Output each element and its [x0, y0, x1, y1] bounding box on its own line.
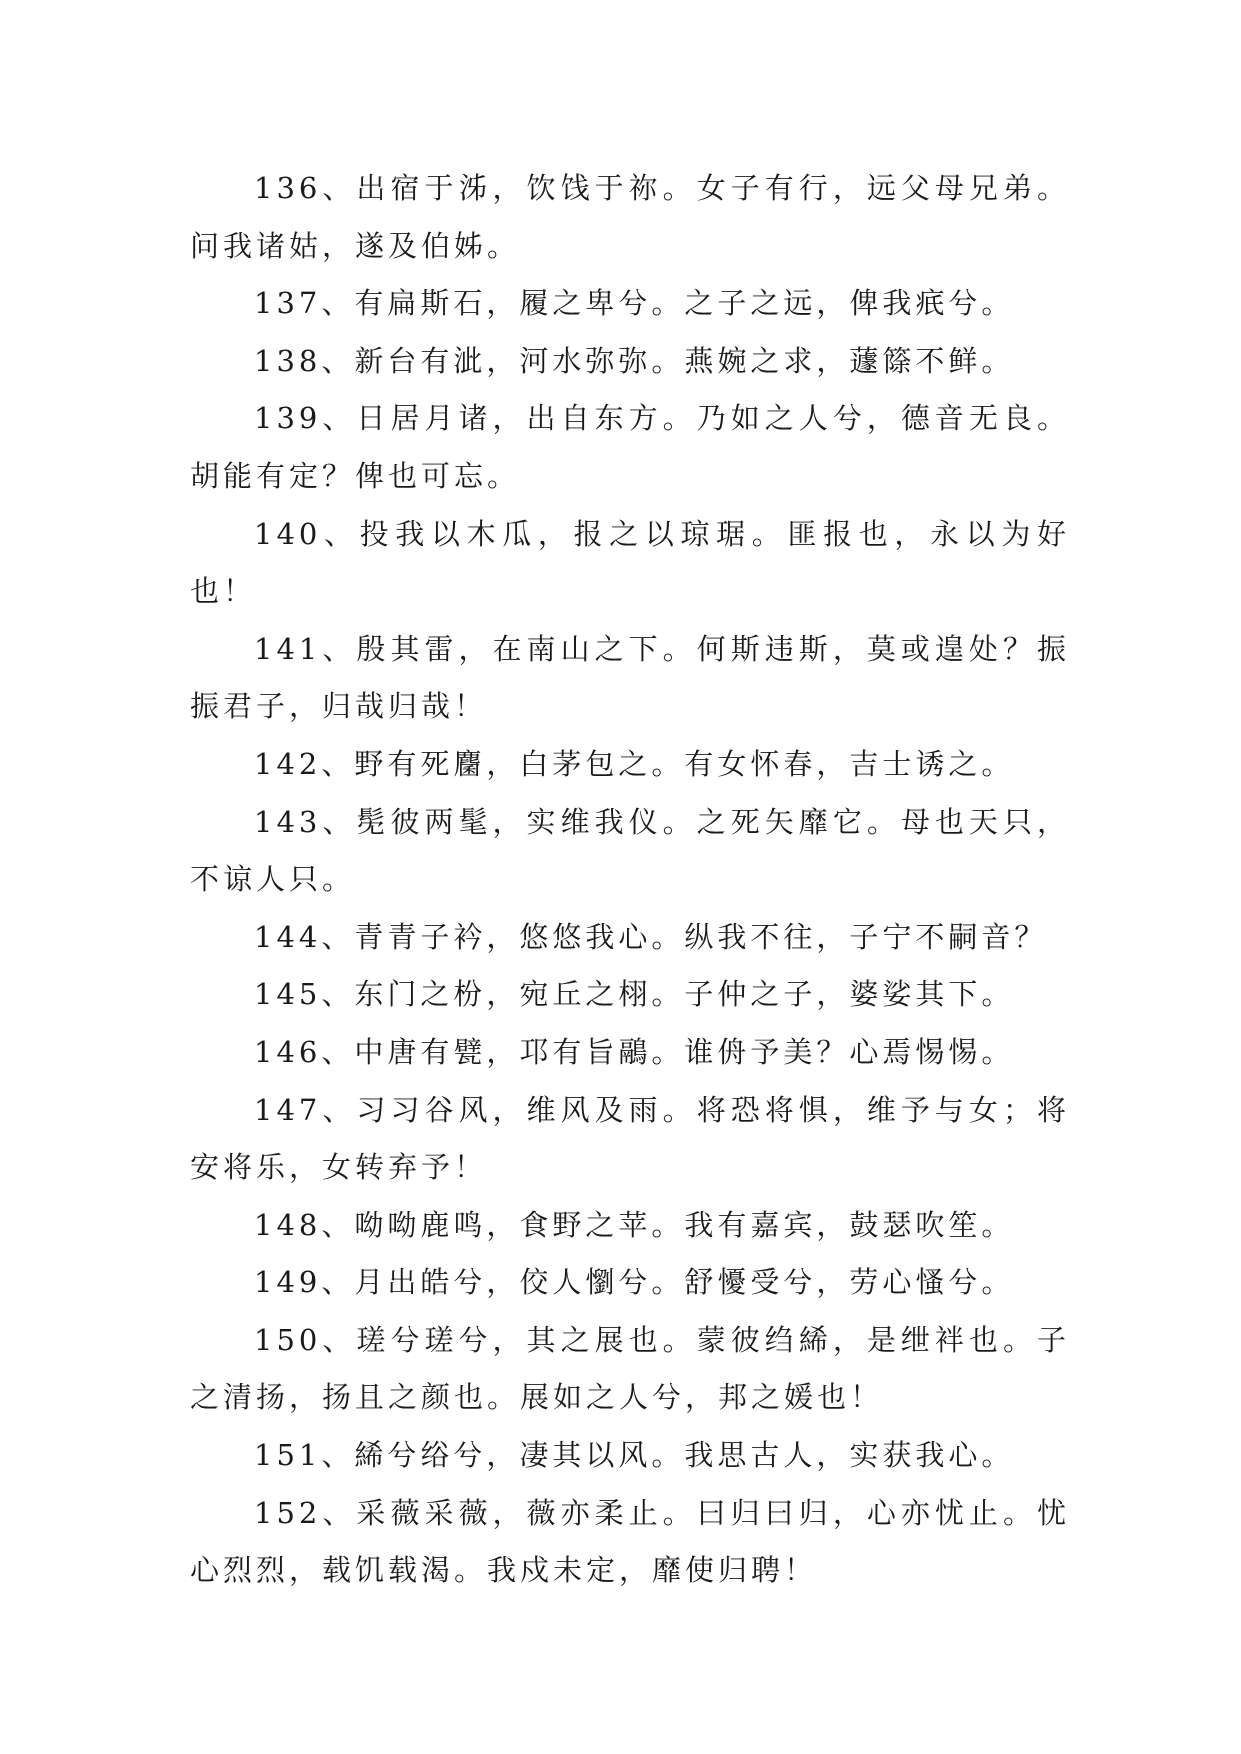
- paragraph-139: 139、日居月诸，出自东方。乃如之人兮，德音无良。胡能有定？俾也可忘。: [190, 401, 1070, 493]
- document-body: [190, 160, 1070, 1600]
- paragraph-144: 144、青青子衿，悠悠我心。纵我不往，子宁不嗣音？: [254, 919, 1048, 954]
- paragraph-136: 136、出宿于泲，饮饯于祢。女子有行，远父母兄弟。问我诸姑，遂及伯姊。: [190, 171, 1070, 263]
- paragraph-149: 149、月出皓兮，佼人懰兮。舒懮受兮，劳心慅兮。: [254, 1265, 1015, 1300]
- paragraph-138: 138、新台有泚，河水弥弥。燕婉之求，蘧篨不鲜。: [254, 343, 1015, 378]
- paragraph-137: 137、有扁斯石，履之卑兮。之子之远，俾我疧兮。: [254, 286, 1015, 321]
- paragraph-140: 140、投我以木瓜，报之以琼琚。匪报也，永以为好也！: [190, 516, 1070, 609]
- paragraph-141: 141、殷其雷，在南山之下。何斯违斯，莫或遑处？振振君子，归哉归哉！: [190, 631, 1070, 724]
- paragraph-150: 150、瑳兮瑳兮，其之展也。蒙彼绉絺，是绁袢也。子之清扬，扬且之颜也。展如之人兮，邦之媛也！: [190, 1322, 1070, 1415]
- paragraph-145: 145、东门之枌，宛丘之栩。子仲之子，婆娑其下。: [254, 977, 1015, 1012]
- paragraph-142: 142、野有死麕，白茅包之。有女怀春，吉士诱之。: [254, 746, 1015, 781]
- paragraph-147: 147、习习谷风，维风及雨。将恐将惧，维予与女；将安将乐，女转弃予！: [190, 1092, 1070, 1185]
- paragraph-146: 146、中唐有甓，邛有旨鷊。谁侜予美？心焉惕惕。: [254, 1034, 1015, 1069]
- paragraph-143: 143、髧彼两髦，实维我仪。之死矢靡它。母也天只，不谅人只。: [190, 804, 1070, 897]
- paragraph-152: 152、采薇采薇，薇亦柔止。曰归曰归，心亦忧止。忧心烈烈，载饥载渴。我戍未定，靡使归聘！: [190, 1495, 1070, 1588]
- paragraph-151: 151、絺兮绤兮，凄其以风。我思古人，实获我心。: [254, 1438, 1015, 1473]
- paragraph-148: 148、呦呦鹿鸣，食野之苹。我有嘉宾，鼓瑟吹笙。: [254, 1207, 1015, 1242]
